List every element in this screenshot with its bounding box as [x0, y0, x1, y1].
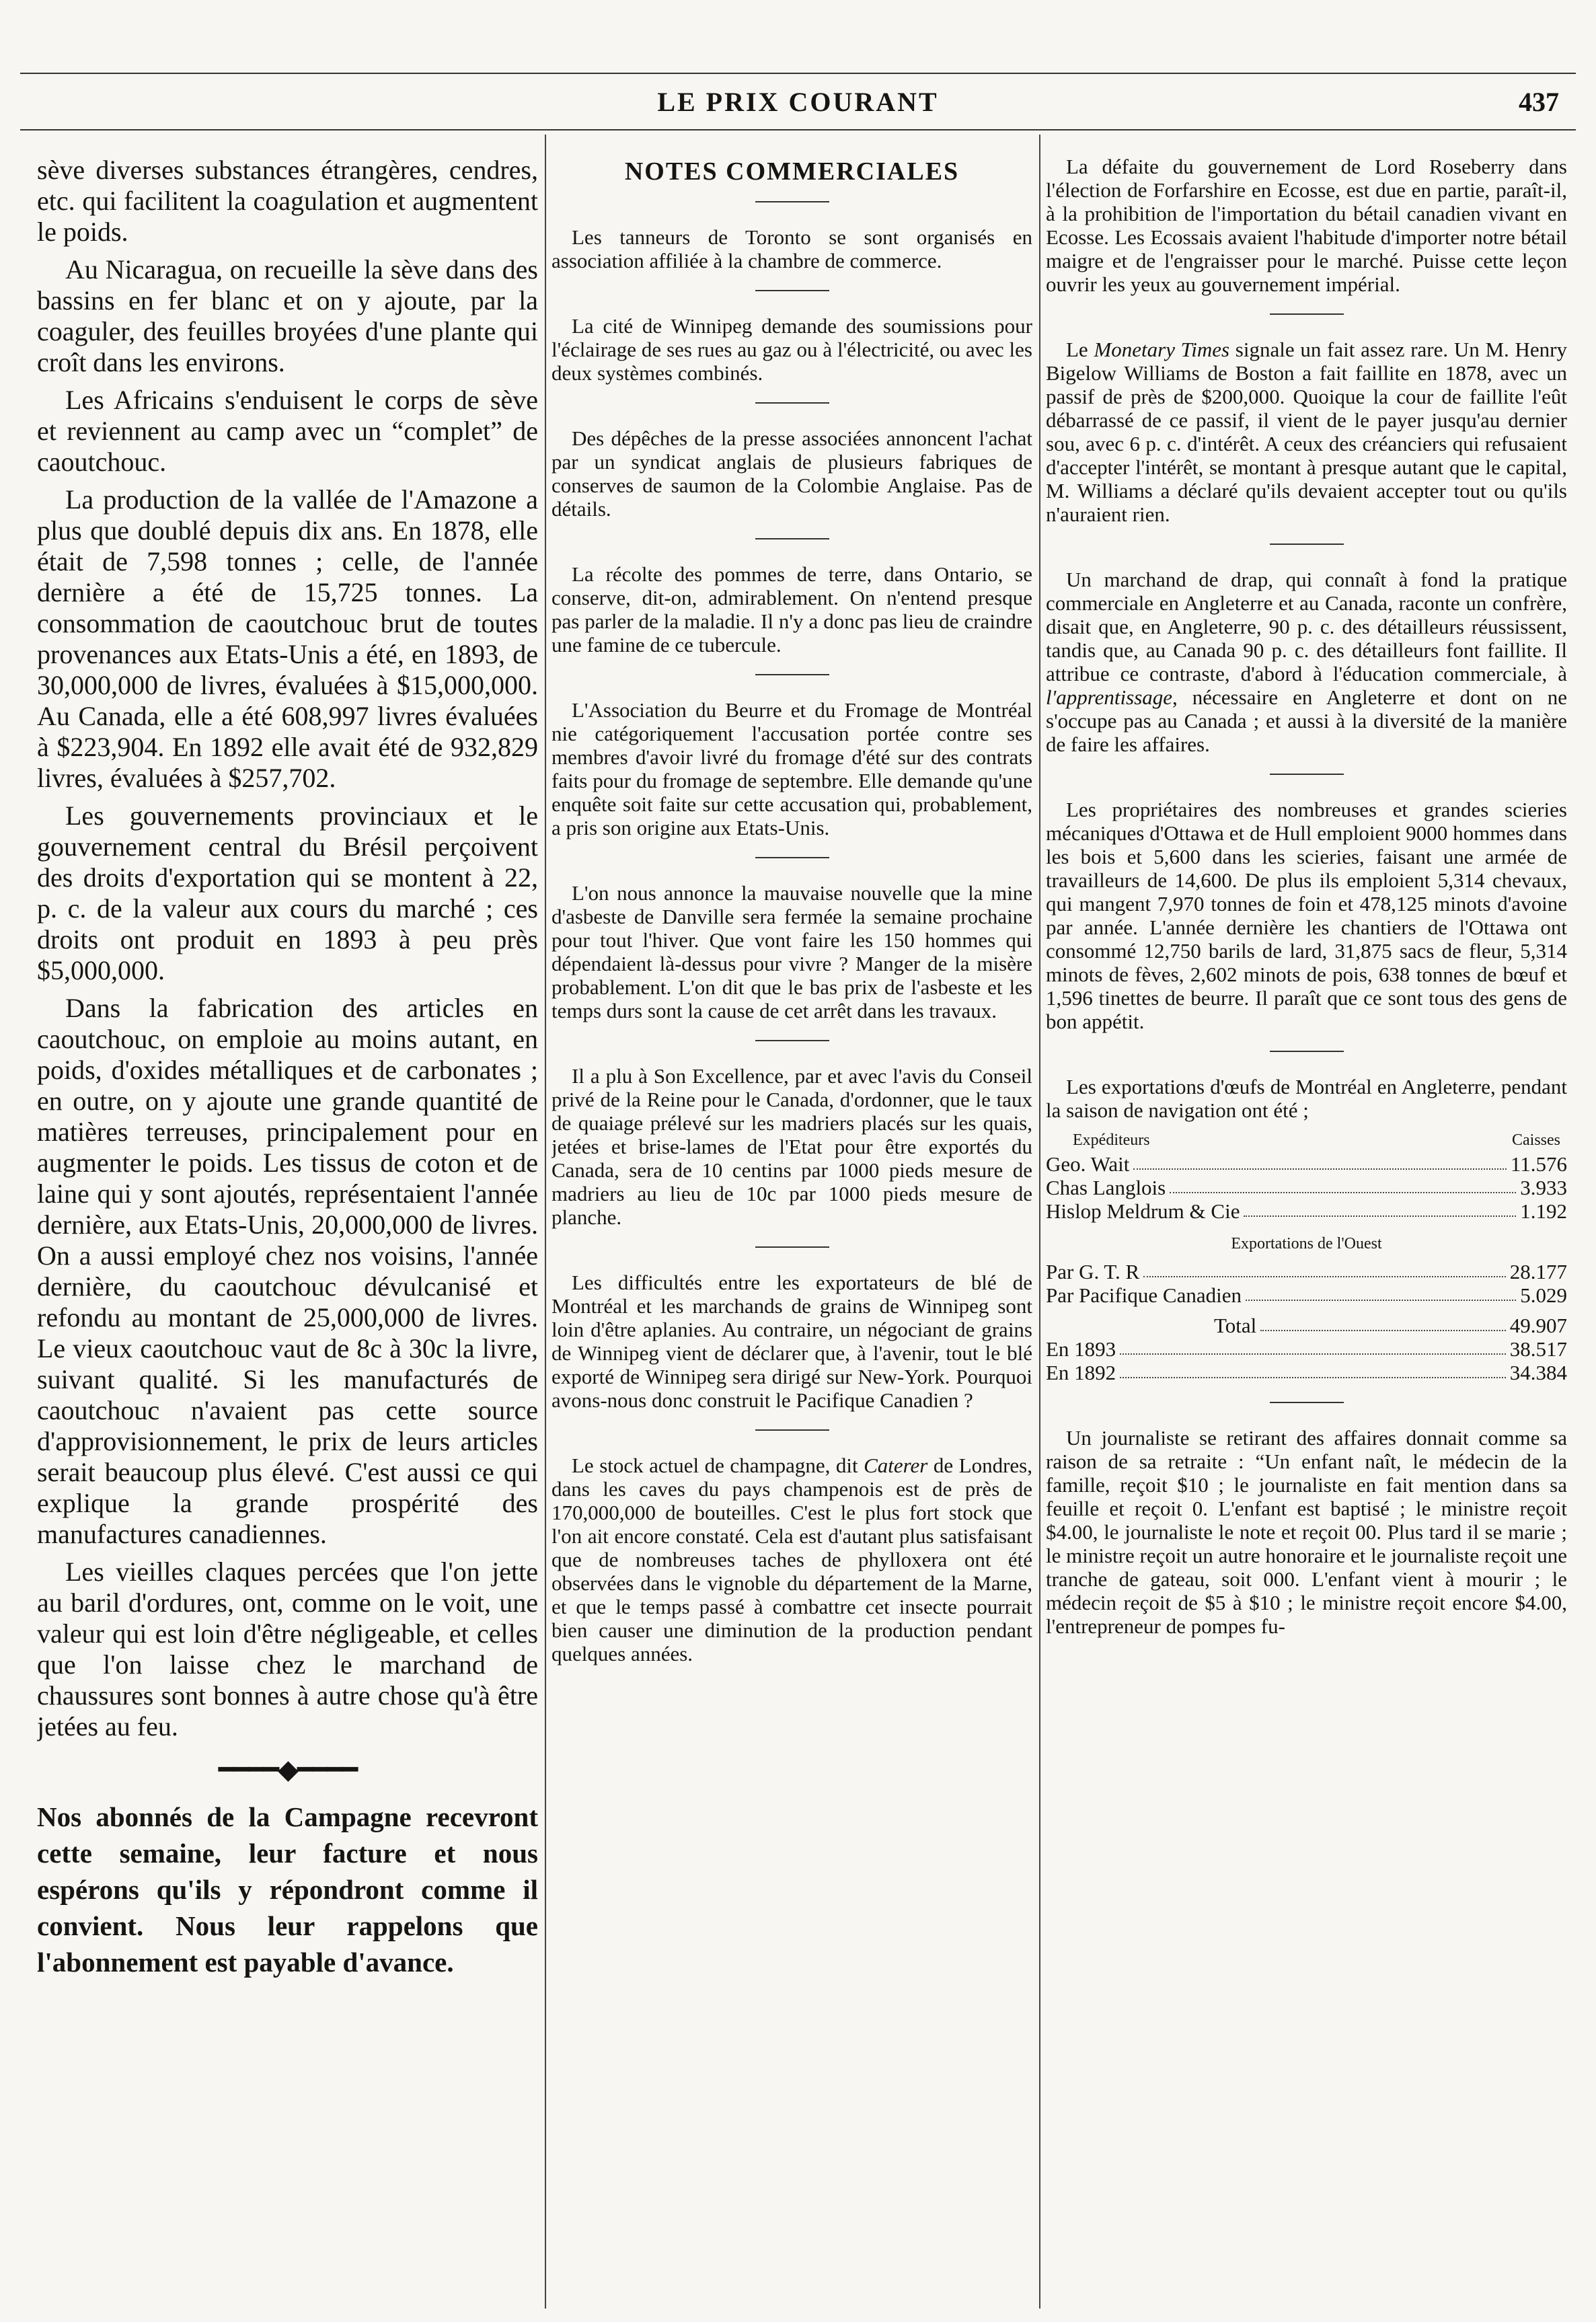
- leader-dots: [1260, 1314, 1505, 1331]
- total-value: 49.907: [1509, 1314, 1567, 1337]
- leader-dots: [1120, 1361, 1506, 1378]
- total-row: [1046, 1314, 1567, 1337]
- ornamental-separator: ━━━━◆━━━━: [218, 1754, 357, 1785]
- row-value: 5.029: [1520, 1283, 1567, 1307]
- egg-exports-table: [1046, 1129, 1567, 1384]
- publication-name: Caterer: [864, 1454, 928, 1477]
- note-paragraph: Les propriétaires des nombreuses et grandes scieries mécaniques d'Ottawa et de Hull emploient 9000 hommes dans les bois et 5,600 dans les scieries, faisant une armée de travailleurs de 14,600. De plus ils emploient 5,314 chevaux, qui mangent 7,970 tonnes de foin et 478,125 minots d'avoine par année. L'année dernière les chantiers de l'Ottawa ont consommé 12,750 barils de lard, 31,875 sacs de fleur, 5,314 minots de fèves, 2,602 minots de pois, 638 tonnes de bœuf et 1,596 tinettes de beurre. Il paraît que ce sont tous des gens de bon appétit.: [1046, 798, 1567, 1033]
- row-name: En 1892: [1046, 1361, 1116, 1384]
- row-value: 1.192: [1520, 1199, 1567, 1223]
- section-title: NOTES COMMERCIALES: [624, 157, 960, 186]
- article-paragraph: Dans la fabrication des articles en caoutchouc, on emploie au moins autant, en poids, d'oxides métalliques et de carbonates ; en outre, on y ajoute une grande quantité de matières terreuses, principalement pour en augmenter le poids. Les tissus de coton et de laine qui y sont ajoutés, représentaient l'année dernière, aux Etats-Unis, 20,000,000 de livres. On a aussi employé chez nos voisins, l'année dernière, du caoutchouc dévulcanisé et refondu au montant de 25,000,000 de livres. Le vieux caoutchouc vaut de 8c à 30c la livre, suivant qualité. Si les manufacturés de caoutchouc n'avaient pas cette source d'approvisionnement, le prix de leurs articles serait beaucoup plus élevé. C'est aussi ce qui explique la grande prospérité des manufactures canadiennes.: [37, 993, 538, 1549]
- article-paragraph: sève diverses substances étrangères, cendres, etc. qui facilitent la coagulation et augmentent le poids.: [37, 155, 538, 247]
- separator-rule: [755, 857, 829, 858]
- leader-dots: [1244, 1199, 1516, 1217]
- separator-rule: [755, 538, 829, 539]
- text-run: Un marchand de drap, qui connaît à fond la pratique commerciale en Angleterre et au Canada, raconte un confrère, disait que, en Angleterre, 90 p. c. des détailleurs réussissent, tandis que, au Canada 90 p. c. des détailleurs font faillite. Il attribue ce contraste, d'abord à l'éducation commerciale, à: [1046, 568, 1567, 685]
- article-paragraph: Les Africains s'enduisent le corps de sève et reviennent au camp avec un “complet” de caoutchouc.: [37, 385, 538, 477]
- table-row: [1046, 1337, 1567, 1361]
- page-number: 437: [1519, 87, 1559, 117]
- column-center: [552, 155, 1032, 2302]
- italic-term: l'apprentissage: [1046, 685, 1173, 709]
- note-paragraph: La défaite du gouvernement de Lord Roseberry dans l'élection de Forfarshire en Ecosse, est due en partie, paraît-il, à la prohibition de l'importation du bétail canadien vivant en Ecosse. Les Ecossais avaient l'habitude d'importer notre bétail maigre et de l'engraisser pour le marché. Puisse cette leçon ouvrir les yeux au gouvernement impérial.: [1046, 155, 1567, 296]
- note-paragraph: [552, 1454, 1032, 1665]
- separator-rule: [1270, 1051, 1344, 1052]
- row-value: 38.517: [1509, 1337, 1567, 1361]
- table-row: [1046, 1260, 1567, 1283]
- total-label: Total: [1214, 1314, 1257, 1337]
- row-name: Geo. Wait: [1046, 1152, 1130, 1176]
- table-row: [1046, 1176, 1567, 1199]
- subscriber-notice: Nos abonnés de la Campagne recevront cette semaine, leur facture et nous espérons qu'ils y répondront comme il convient. Nous leur rappelons que l'abonnement est payable d'avance.: [37, 1801, 538, 1978]
- row-name: Hislop Meldrum & Cie: [1046, 1199, 1240, 1223]
- leader-dots: [1133, 1152, 1507, 1170]
- table-header: [1046, 1129, 1567, 1152]
- column-divider-1: [545, 135, 546, 2309]
- row-value: 3.933: [1520, 1176, 1567, 1199]
- leader-dots: [1143, 1260, 1506, 1277]
- separator-rule: [1270, 774, 1344, 775]
- separator-rule: [1270, 544, 1344, 545]
- separator-rule: [755, 290, 829, 291]
- row-name: En 1893: [1046, 1337, 1116, 1361]
- leader-dots: [1170, 1176, 1516, 1193]
- header-caisses: Caisses: [1512, 1131, 1560, 1149]
- note-paragraph: Il a plu à Son Excellence, par et avec l'avis du Conseil privé de la Reine pour le Canada, d'ordonner, que le taux de quaiage prélevé sur les madriers placés sur les quais, jetées et brise-lames de l'Etat pour être exportés du Canada, sera de 10 centins par 1000 pieds mesure de madriers au lieu de 10c par 1000 pieds mesure de planche.: [552, 1064, 1032, 1229]
- separator-rule: [755, 201, 829, 202]
- leader-dots: [1246, 1283, 1516, 1301]
- page-header: [0, 0, 1596, 135]
- note-paragraph: La récolte des pommes de terre, dans Ontario, se conserve, dit-on, admirablement. On n'entend presque pas parler de la maladie. Il n'y a donc pas lieu de craindre une famine de ce tubercule.: [552, 562, 1032, 657]
- note-paragraph: Un journaliste se retirant des affaires donnait comme sa raison de sa retraite : “Un enfant naît, le médecin de la famille, reçoit $10 ; le journaliste en fait mention dans sa feuille et reçoit 0. L'enfant est baptisé ; le ministre reçoit $4.00, le journaliste le note et reçoit 00. Plus tard il se marie ; le ministre reçoit un autre honoraire et le journaliste reçoit une tranche de gateau, soit 000. L'enfant vient à mourir ; le médecin reçoit de $5 à $10 ; le ministre reçoit encore $4.00, l'entrepreneur de pompes fu-: [1046, 1426, 1567, 1638]
- column-left: [37, 155, 538, 2302]
- separator-rule: [755, 1429, 829, 1431]
- separator-rule: [1270, 313, 1344, 315]
- text-run: Le stock actuel de champagne, dit: [572, 1454, 864, 1477]
- note-paragraph: L'Association du Beurre et du Fromage de Montréal nie catégoriquement l'accusation portée contre ses membres d'avoir livré du fromage d'été sur des contrats faits pour du fromage de septembre. Elle demande qu'une enquête soit faite sur cette accusation qui, probablement, a pris son origine aux Etats-Unis.: [552, 698, 1032, 839]
- row-name: Par Pacifique Canadien: [1046, 1283, 1242, 1307]
- table-row: [1046, 1199, 1567, 1223]
- column-divider-2: [1039, 135, 1040, 2309]
- table-row: [1046, 1152, 1567, 1176]
- row-name: Chas Langlois: [1046, 1176, 1166, 1199]
- text-run: Le: [1066, 338, 1094, 361]
- note-paragraph: L'on nous annonce la mauvaise nouvelle que la mine d'asbeste de Danville sera fermée la semaine prochaine pour tout l'hiver. Que vont faire les 150 hommes qui dépendaient là-dessus pour vivre ? Manger de la misère probablement. L'on dit que le bas prix de l'asbeste et les temps durs sont la cause de cet arrêt dans les travaux.: [552, 881, 1032, 1022]
- journal-title: LE PRIX COURANT: [657, 87, 939, 117]
- article-paragraph: Les gouvernements provinciaux et le gouvernement central du Brésil perçoivent des droits d'exportation qui se montent à 22, p. c. de la valeur aux cours du marché ; ces droits ont produit en 1893 à peu près $5,000,000.: [37, 800, 538, 985]
- text-run: signale un fait assez rare. Un M. Henry Bigelow Williams de Boston a fait faillite en 1878, avec un passif de près de $200,000. Quoique la cour de faillite l'eût débarrassé de ce passif, il vient de le payer jusqu'au dernier sou, avec 6 p. c. d'intérêt. A ceux des créanciers qui refusaient d'accepter l'intérêt, se montant à presque autant que le capital, M. Williams a déclaré qu'ils devaient accepter tout ou qu'ils n'auraient rien.: [1046, 338, 1567, 526]
- separator-rule: [755, 1040, 829, 1041]
- article-paragraph: La production de la vallée de l'Amazone a plus que doublé depuis dix ans. En 1878, elle était de 7,598 tonnes ; celle, de l'année dernière a été de 15,725 tonnes. La consommation de caoutchouc brut de toutes provenances aux Etats-Unis a été, en 1893, de 30,000,000 de livres, évaluées à $15,000,000. Au Canada, elle a été 608,997 livres évaluées à $223,904. En 1892 elle avait été de 932,829 livres, évaluées à $257,702.: [37, 484, 538, 793]
- separator-rule: [755, 402, 829, 404]
- separator-rule: [1270, 1402, 1344, 1403]
- text-run: , nécessaire en Angleterre et dont on ne s'occupe pas au Canada ; et aussi à la diversité de la manière de faire les affaires.: [1046, 685, 1567, 756]
- publication-name: Monetary Times: [1094, 338, 1230, 361]
- article-paragraph: Au Nicaragua, on recueille la sève dans des bassins en fer blanc et on y ajoute, par la coaguler, des feuilles broyées d'une plante qui croît dans les environs.: [37, 254, 538, 377]
- table-row: [1046, 1361, 1567, 1384]
- leader-dots: [1120, 1337, 1506, 1355]
- header-expediteurs: Expéditeurs: [1073, 1131, 1150, 1149]
- note-paragraph: Des dépêches de la presse associées annoncent l'achat par un syndicat anglais de plusieurs fabriques de conserves de saumon de la Colombie Anglaise. Pas de détails.: [552, 426, 1032, 521]
- note-paragraph: La cité de Winnipeg demande des soumissions pour l'éclairage de ses rues au gaz ou à l'électricité, ou avec les deux systèmes combinés.: [552, 314, 1032, 385]
- row-value: 11.576: [1510, 1152, 1567, 1176]
- separator-rule: [755, 1246, 829, 1248]
- row-value: 34.384: [1509, 1361, 1567, 1384]
- note-paragraph: [1046, 568, 1567, 756]
- note-paragraph: Les tanneurs de Toronto se sont organisés en association affiliée à la chambre de commerce.: [552, 225, 1032, 272]
- west-exports-heading: Exportations de l'Ouest: [1231, 1235, 1382, 1252]
- row-value: 28.177: [1509, 1260, 1567, 1283]
- header-top-rule: [20, 73, 1576, 74]
- note-paragraph: Les difficultés entre les exportateurs de blé de Montréal et les marchands de grains de Winnipeg sont loin d'être aplanies. Au contraire, un négociant de grains de Winnipeg vient de déclarer que, à l'avenir, tout le blé exporté de Winnipeg sera dirigé sur New-York. Pourquoi avons-nous donc construit le Pacifique Canadien ?: [552, 1271, 1032, 1412]
- row-name: Par G. T. R: [1046, 1260, 1140, 1283]
- note-paragraph: [1046, 338, 1567, 526]
- separator-rule: [755, 674, 829, 675]
- column-right: [1046, 155, 1567, 2302]
- table-row: [1046, 1283, 1567, 1307]
- header-bottom-rule: [20, 129, 1576, 130]
- note-paragraph: Les exportations d'œufs de Montréal en Angleterre, pendant la saison de navigation ont été ;: [1046, 1075, 1567, 1122]
- article-paragraph: Les vieilles claques percées que l'on jette au baril d'ordures, ont, comme on le voit, une valeur qui est loin d'être négligeable, et celles que l'on laisse chez le marchand de chaussures sont bonnes à autre chose qu'à être jetées au feu.: [37, 1557, 538, 1742]
- text-run: de Londres, dans les caves du pays champenois est de près de 170,000,000 de bouteilles. C'est le plus fort stock que l'on ait encore constaté. Cela est d'autant plus satisfaisant que de nombreuses taches de phylloxera ont été observées dans le vignoble du département de la Marne, et que le temps passé à combattre cet insecte pourrait bien causer une diminution de la production pendant quelques années.: [552, 1454, 1032, 1665]
